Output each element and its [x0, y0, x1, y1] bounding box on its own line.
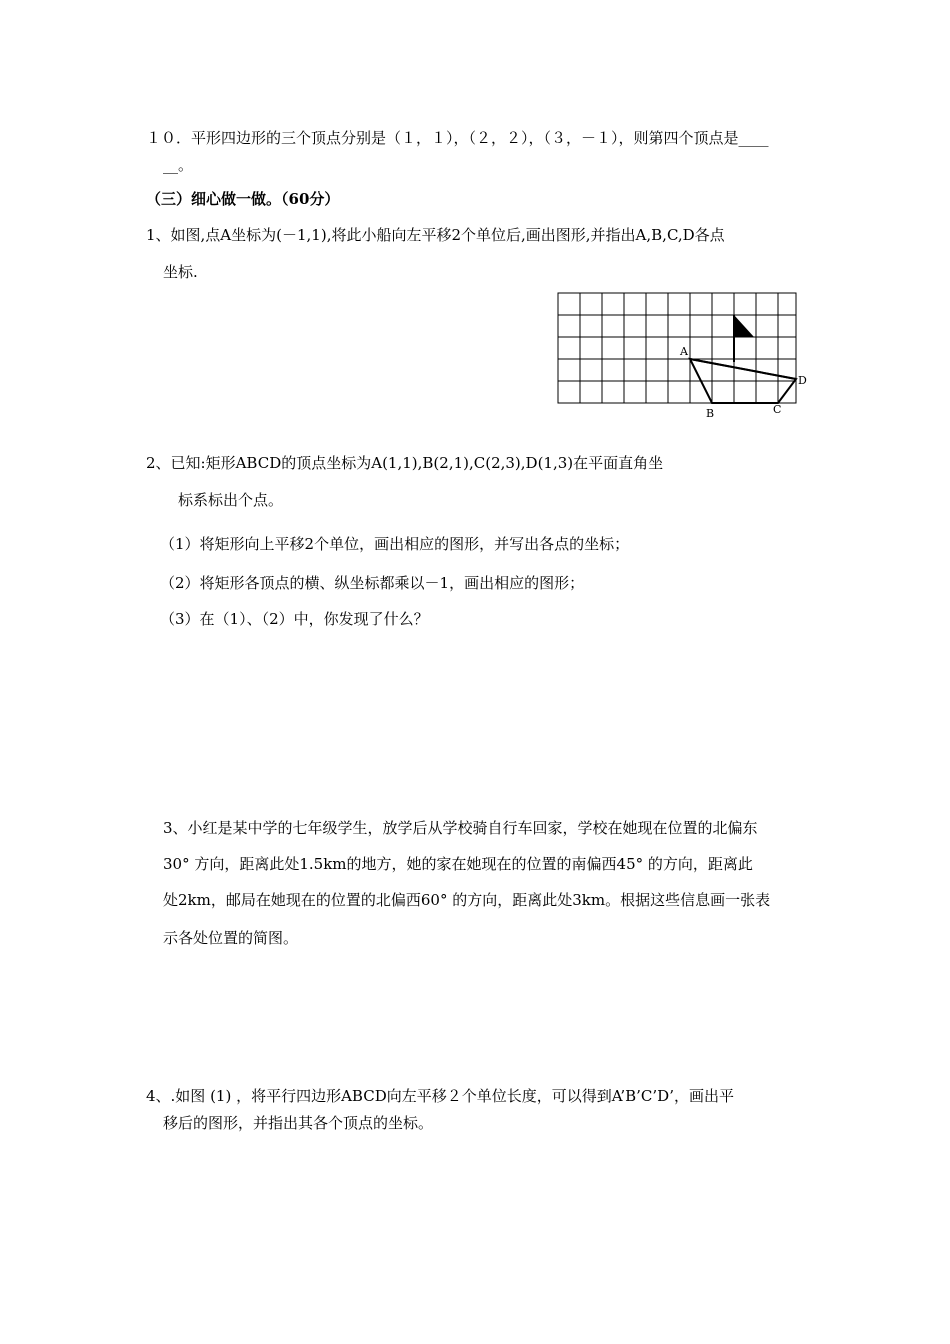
boat-deck-line	[690, 359, 796, 379]
section-heading: （三）细心做一做。（60分）	[146, 190, 340, 208]
problem-1-line-1: 1、如图,点A坐标为(－1,1),将此小船向左平移2个单位后,画出图形,并指出A,B,C,D各点	[146, 226, 725, 244]
q10-line-2: __。	[163, 156, 194, 174]
label-A: A	[680, 345, 688, 358]
label-D: D	[798, 374, 807, 387]
problem-4-line-2: 移后的图形，并指出其各个顶点的坐标。	[163, 1114, 434, 1132]
problem-3-line-1: 3、小红是某中学的七年级学生，放学后从学校骑自行车回家，学校在她现在位置的北偏东	[163, 819, 758, 837]
problem-2-sub-1: （1）将矩形向上平移2个单位，画出相应的图形，并写出各点的坐标；	[160, 535, 630, 553]
flag-icon	[734, 315, 754, 337]
problem-4-line-1: 4、.如图 (1) ，将平行四边形ABCD向左平移２个单位长度，可以得到A’B’C’D’，画出平	[146, 1087, 734, 1105]
label-C: C	[773, 403, 782, 416]
q10-line-1: １０．平形四边形的三个顶点分别是（１，１），（２，２），（３，－１），则第四个顶点是____	[146, 129, 769, 147]
problem-2-line-1: 2、已知:矩形ABCD的顶点坐标为A(1,1),B(2,1),C(2,3),D(1,3)在平面直角坐	[146, 454, 664, 472]
grid-border	[558, 293, 796, 403]
problem-2-line-2: 标系标出个点。	[178, 491, 284, 509]
label-B: B	[706, 407, 715, 420]
problem-2-sub-2: （2）将矩形各顶点的横、纵坐标都乘以－1，画出相应的图形；	[160, 574, 585, 592]
problem-3-line-4: 示各处位置的简图。	[163, 929, 299, 947]
problem-1-line-2: 坐标.	[163, 263, 198, 281]
problem-3-line-2: 30° 方向，距离此处1.5km的地方，她的家在她现在的位置的南偏西45° 的方向，距离此	[163, 855, 753, 873]
problem-2-sub-3: （3）在（1）、（2）中，你发现了什么？	[160, 610, 429, 628]
boat-grid-figure	[540, 285, 820, 425]
grid	[558, 293, 796, 403]
problem-3-line-3: 处2km，邮局在她现在的位置的北偏西60° 的方向，距离此处3km。根据这些信息画一张表	[163, 891, 771, 909]
